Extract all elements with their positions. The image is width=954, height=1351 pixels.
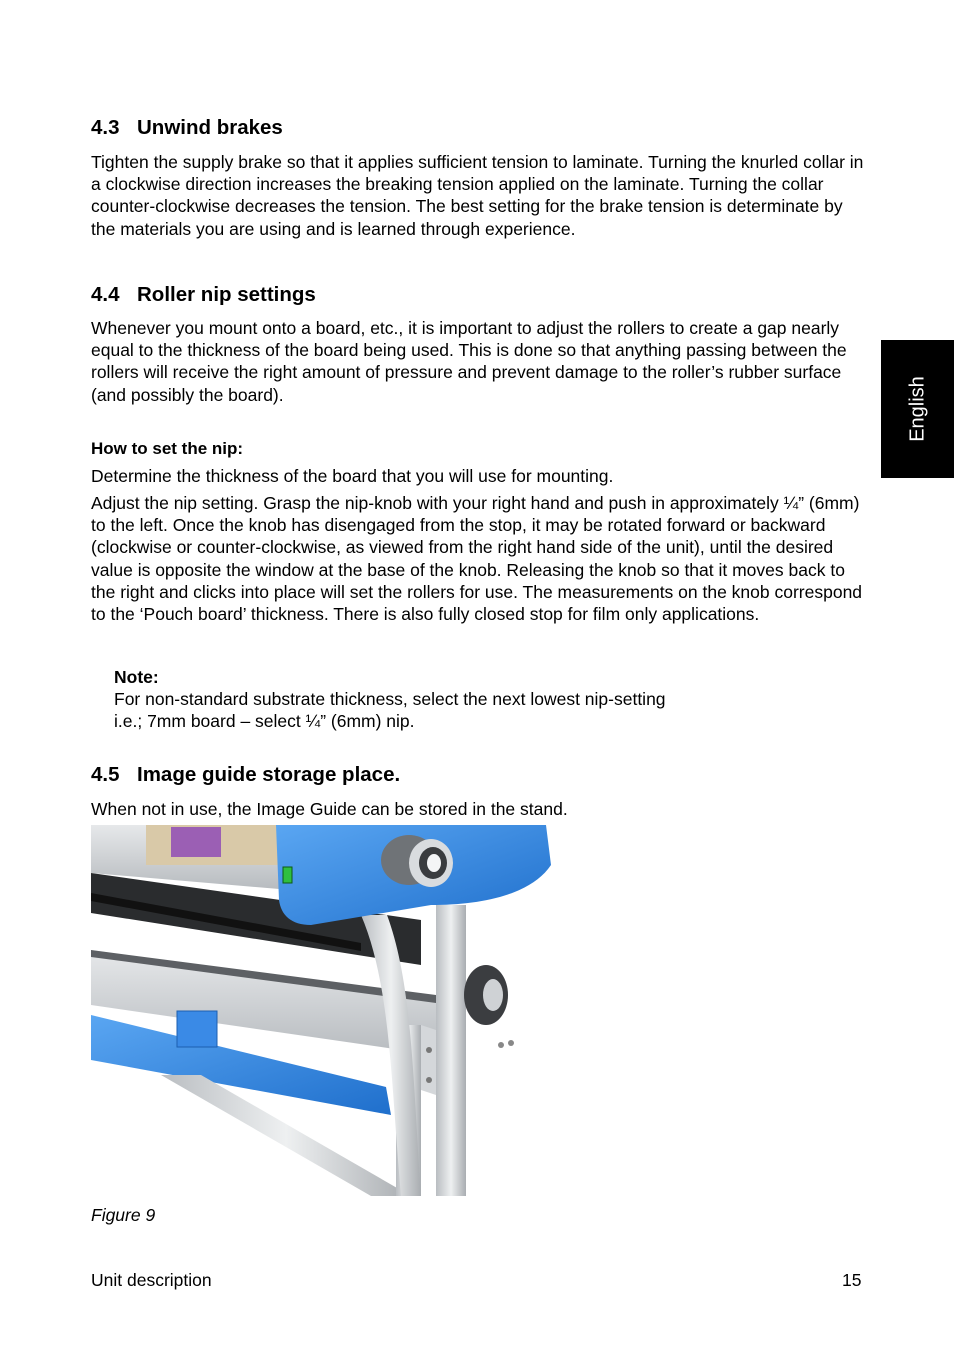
- note-label: Note:: [114, 667, 159, 687]
- language-side-tab: [881, 340, 954, 478]
- rear-wheel-hub: [483, 979, 503, 1011]
- how-to-set-nip-heading: How to set the nip:: [91, 439, 244, 458]
- section-number: 4.4: [91, 283, 120, 306]
- bolt: [426, 1047, 432, 1053]
- footer-left: Unit description: [91, 1270, 212, 1290]
- note-block: [114, 666, 666, 733]
- section-heading-4-4: [91, 283, 316, 307]
- label-purple: [171, 827, 221, 857]
- section-title: Image guide storage place.: [137, 763, 401, 786]
- note-line-2: i.e.; 7mm board – select ¼” (6mm) nip.: [114, 711, 415, 732]
- bolt: [498, 1042, 504, 1048]
- side-bracket: [421, 1025, 436, 1095]
- section-number: 4.5: [91, 763, 120, 786]
- bolt: [426, 1077, 432, 1083]
- side-tab-label: English: [906, 376, 928, 442]
- section-heading-4-3: [91, 116, 283, 140]
- nip-step-1: Determine the thickness of the board that you will use for mounting.: [91, 466, 614, 486]
- section-title: Unwind brakes: [137, 116, 283, 139]
- nip-knob-center: [427, 854, 441, 872]
- roller-nip-paragraph: Whenever you mount onto a board, etc., it is important to adjust the rollers to create a gap nearly equal to the thickness of the board being used. This is done so that anything passing between the rollers will receive the right amount of pressure and prevent damage to the roller’s rubber surface (and possibly the board).: [91, 318, 847, 405]
- note-line-1: For non-standard substrate thickness, select the next lowest nip-setting: [114, 689, 666, 710]
- figure-9-illustration: [91, 825, 551, 1196]
- section-heading-4-5: [91, 763, 400, 787]
- page-number: 15: [842, 1270, 862, 1290]
- power-switch: [283, 867, 292, 883]
- stand-leg-right: [436, 905, 466, 1196]
- figure-caption: Figure 9: [91, 1205, 156, 1225]
- nip-step-2: Adjust the nip setting. Grasp the nip-knob with your right hand and push in approximately ¼” (6mm) to the left. Once the knob has disengaged from the stop, it may be rotated forward or backward (clockwise or counter-clockwise, as viewed from the right hand side of the unit), until the desired value is opposite the window at the base of the knob. Releasing the knob so that it moves back to the right and clicks into place will set the rollers for use. The measurements on the knob correspond to the ‘Pouch board’ thickness. There is also fully closed stop for film only applications.: [91, 493, 863, 625]
- image-guide-paragraph: When not in use, the Image Guide can be stored in the stand.: [91, 799, 568, 819]
- bolt: [508, 1040, 514, 1046]
- unwind-brakes-paragraph: Tighten the supply brake so that it applies sufficient tension to laminate. Turning the knurled collar in a clockwise direction increases the breaking tension applied on the laminate. Turning the collar counter-clockwise decreases the tension. The best setting for the brake tension is determinate by the materials you are using and is learned through experience.: [91, 152, 864, 239]
- image-guide-clip: [177, 1011, 217, 1047]
- section-number: 4.3: [91, 116, 120, 139]
- section-title: Roller nip settings: [137, 283, 316, 306]
